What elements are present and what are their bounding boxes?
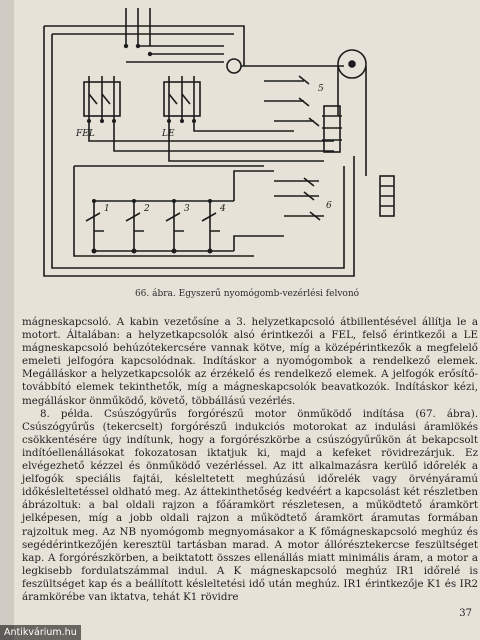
label-le: LE bbox=[162, 129, 175, 139]
paragraph-2: 8. példa. Csúszógyűrűs forgórészű motor önműködő indítása (67. ábra). Csúszógyűrűs (tekercselt) forgórészű indukciós motorokat az indulási áramlökés csökkentésére úgy indítunk, hogy a forgórészkörbe a csúszógyűrűkön át bekapcsolt indítóellenállásokat fokozatosan iktatjuk ki, majd a kefeket rövidrezárjuk. Ez elvégezhető kézzel és önműködő vezérléssel. Az itt alkalmazásra kerülő időrelék a jelfogók speciális fajtái, késleltetett meghúzású időrelék vagy örvényáramú időkésleltetéssel oldható meg. Az áttekinthetőség kedvéért a kapcsolást két részletben ábrázoltuk: a bal oldali rajzon a főáramkört részletesen, a működtető áramkört jelképesen, míg a jobb oldali rajzon a működtető áramkört áramutas formában rajzoltuk meg. Az NB nyomógomb megnyomásakor a K főmágneskapcsoló meghúz és segédérintkezőjén keresztül tartásban marad. A motor állórésztekercse feszültséget kap. A forgórészkörben, a beiktatott összes ellenállás miatt minimális áram, a motor a legkisebb fordulatszámmal indul. A K mágneskapcsoló meghúz IR1 időrelé is feszültséget kap és a beállított késleltetési idő után meghúz. IR1 érintkezője K1 és IR2 áramkörébe van iktatva, tehát K1 rövidre bbox=[22, 407, 478, 603]
watermark: Antikvárium.hu bbox=[0, 625, 81, 640]
paragraph-1: mágneskapcsoló. A kabin vezetősíne a 3. helyzetkapcsoló átbillentésével állítja le a motort. Általában: a helyzetkapcsolók alsó érintkezői a FEL, felső érintkezői a LE mágneskapcsoló behúzótekercsére vannak kötve, míg a középérintkezők a megfelelő emeleti jelfogóra kapcsolódnak. Indításkor a nyomógombok a rendelkező elemek. Megálláskor a helyzetkapcsolók az érzékelő és rendelkező elemek. A jelfogók erősítő-továbbító elemek tekinthetők, míg a mágneskapcsolók beavatkozók. Indításkor kézi, megálláskor önműködő, követő, többállású vezérlés. bbox=[22, 316, 478, 407]
circuit-diagram bbox=[34, 6, 414, 286]
page-number: 37 bbox=[459, 608, 472, 619]
label-2: 2 bbox=[144, 204, 150, 214]
figure-caption: 66. ábra. Egyszerű nyomógomb-vezérlési felvonó bbox=[134, 289, 360, 299]
label-1: 1 bbox=[104, 204, 110, 214]
label-fel: FEL bbox=[76, 129, 95, 139]
label-3: 3 bbox=[184, 204, 190, 214]
label-4: 4 bbox=[220, 204, 226, 214]
body-text bbox=[22, 316, 478, 604]
label-6: 6 bbox=[326, 201, 332, 211]
book-page bbox=[14, 0, 480, 640]
label-5: 5 bbox=[318, 84, 324, 94]
